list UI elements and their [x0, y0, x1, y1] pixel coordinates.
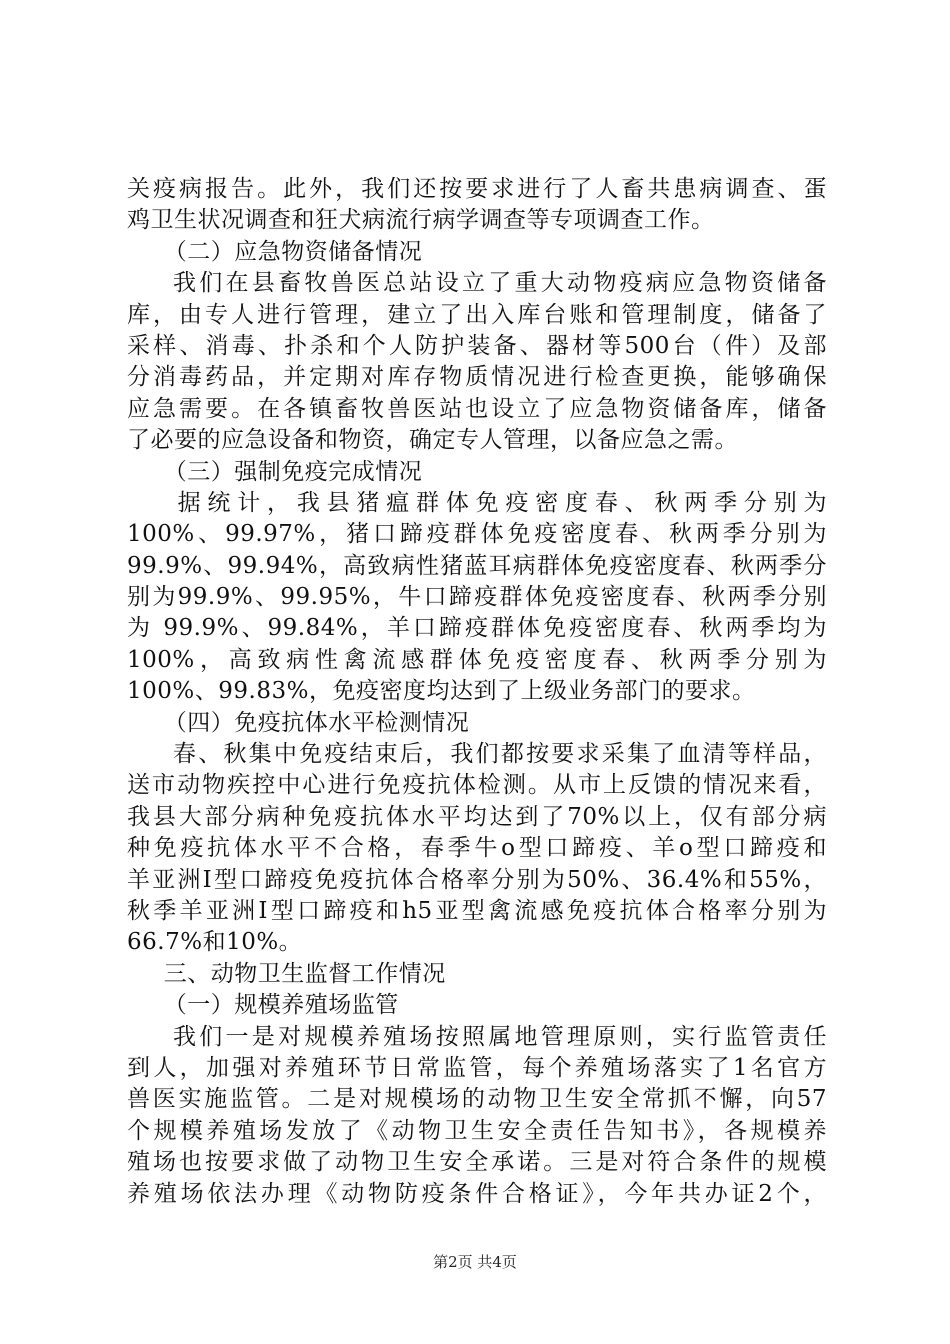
- text-line: 我县大部分病种免疫抗体水平均达到了70%以上，仅有部分病: [127, 803, 827, 830]
- text-line: 鸡卫生状况调查和狂犬病流行病学调查等专项调查工作。: [127, 207, 715, 234]
- section-heading: （一）规模养殖场监管: [163, 992, 399, 1019]
- text-line: 据统计，我县猪瘟群体免疫密度春、秋两季分别为: [177, 489, 827, 516]
- page-footer: 第2页 共4页: [433, 1253, 517, 1271]
- text-line: 我们一是对规模养殖场按照属地管理原则，实行监管责任: [173, 1023, 827, 1050]
- section-heading: 三、动物卫生监督工作情况: [163, 960, 446, 987]
- text-line: 春、秋集中免疫结束后，我们都按要求采集了血清等样品，: [173, 741, 827, 768]
- text-line: 采样、消毒、扑杀和个人防护装备、器材等500台（件）及部: [127, 332, 827, 359]
- section-heading: （四）免疫抗体水平检测情况: [163, 709, 470, 736]
- text-line: 种免疫抗体水平不合格，春季牛o型口蹄疫、羊o型口蹄疫和: [127, 835, 827, 862]
- text-line: 了必要的应急设备和物资，确定专人管理，以备应急之需。: [127, 427, 738, 454]
- text-line: 我们在县畜牧兽医总站设立了重大动物疫病应急物资储备: [173, 270, 827, 297]
- text-line: 为 99.9%、99.84%，羊口蹄疫群体免疫密度春、秋两季均为: [127, 615, 827, 642]
- text-line: 100%、99.83%，免疫密度均达到了上级业务部门的要求。: [127, 678, 756, 705]
- text-line: 秋季羊亚洲Ⅰ型口蹄疫和h5亚型禽流感免疫抗体合格率分别为: [127, 897, 827, 924]
- text-line: 别为99.9%、99.95%，牛口蹄疫群体免疫密度春、秋两季分别: [127, 584, 827, 611]
- text-line: 羊亚洲Ⅰ型口蹄疫免疫抗体合格率分别为50%、36.4%和55%，: [127, 866, 827, 893]
- text-line: 关疫病报告。此外，我们还按要求进行了人畜共患病调查、蛋: [127, 176, 827, 202]
- text-line: 养殖场依法办理《动物防疫条件合格证》，今年共办证2个，: [127, 1180, 827, 1207]
- section-heading: （三）强制免疫完成情况: [163, 458, 423, 485]
- text-line: 100%，高致病性禽流感群体免疫密度春、秋两季分别为: [127, 646, 827, 673]
- text-line: 99.9%、99.94%，高致病性猪蓝耳病群体免疫密度春、秋两季分: [127, 552, 827, 579]
- text-line: 个规模养殖场发放了《动物卫生安全责任告知书》，各规模养: [127, 1117, 827, 1144]
- document-body: [127, 174, 827, 1210]
- text-line: 殖场也按要求做了动物卫生安全承诺。三是对符合条件的规模: [127, 1149, 827, 1176]
- text-line: 到人，加强对养殖环节日常监管，每个养殖场落实了1名官方: [127, 1054, 827, 1081]
- text-line: 应急需要。在各镇畜牧兽医站也设立了应急物资储备库，储备: [127, 395, 827, 422]
- text-line: 兽医实施监管。二是对规模场的动物卫生安全常抓不懈，向57: [127, 1086, 827, 1113]
- text-line: 分消毒药品，并定期对库存物质情况进行检查更换，能够确保: [127, 364, 827, 391]
- section-heading: （二）应急物资储备情况: [163, 238, 423, 265]
- text-line: 送市动物疾控中心进行免疫抗体检测。从市上反馈的情况来看，: [127, 772, 827, 799]
- text-line: 66.7%和10%。: [127, 929, 303, 956]
- text-line: 100%、99.97%，猪口蹄疫群体免疫密度春、秋两季分别为: [127, 521, 827, 548]
- text-line: 库，由专人进行管理，建立了出入库台账和管理制度，储备了: [127, 301, 827, 328]
